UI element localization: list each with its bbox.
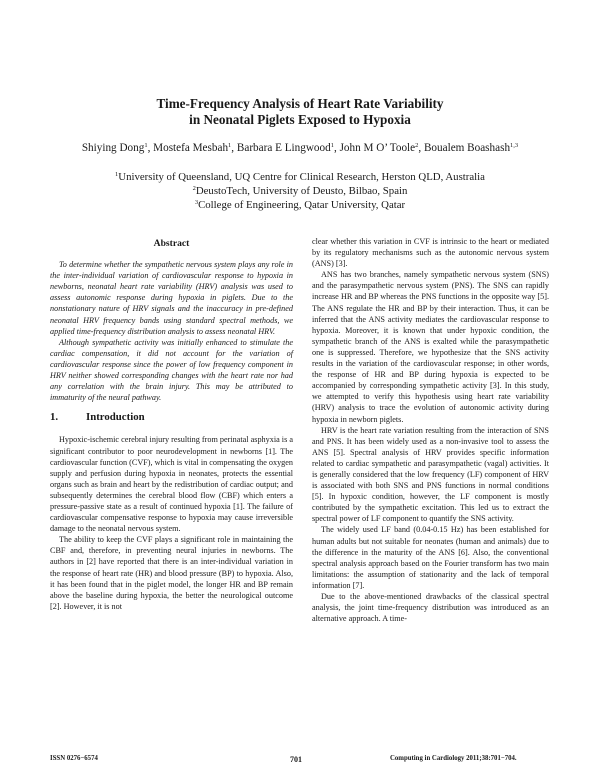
affiliation-list [0,170,600,212]
right-column [312,236,549,624]
footer-journal: Computing in Cardiology 2011;38:701−704. [390,755,517,762]
author-list: Shiying Dong$^1$, Mostefa Mesbah$^1$, Barbara E Lingwood$^1$, John M O’ Toole$^2$, Boualem Boashash$^{1,3}$ [81,142,519,154]
author: Barbara E Lingwood$^1$ [236,142,334,154]
footer-issn: ISSN 0276−6574 [50,755,98,762]
section-heading [50,412,293,423]
title-line-2: in Neonatal Piglets Exposed to Hypoxia [189,112,411,127]
paper-title [0,96,600,128]
title-line-1: Time-Frequency Analysis of Heart Rate Variability [156,96,444,111]
body-paragraph: HRV is the heart rate variation resulting from the interaction of SNS and PNS. It has been widely used as a non-invasive tool to assess the ANS [5]. Spectral analysis of HRV provides specific information related to cardiac sympathetic and parasympathetic (vagal) activities. It is generally considered that the low frequency (LF) component of HRV is associated with both SNS and PNS functions in normal conditions [5]. In hypoxic condition, however, the LF component is mostly contributed by the sympathetic excitation. This led us to extract the spectral power of LF component to quantify the SNS activity. [312,425,549,524]
body-paragraph: Due to the above-mentioned drawbacks of the classical spectral analysis, the joint time-frequency distribution was introduced as an alternative approach. A time- [312,592,549,624]
abstract-paragraph: To determine whether the sympathetic nervous system plays any role in the inter-individual variation of cardiovascular response to hypoxia in newborns, neonatal heart rate variability (HRV) analysis was used to assess autonomic response during hypoxia in piglets. Due to the nonstationary nature of HRV signals and the inaccuracy in pre-defined neonatal HRV frequency bands using standard spectral methods, we applied time-frequency distribution analysis to assess neonatal HRV. [50,260,293,336]
affiliation: $^1$University of Queensland, UQ Centre for Clinical Research, Herston QLD, Australia [115,171,485,183]
body-paragraph: clear whether this variation in CVF is intrinsic to the heart or mediated by its regulatory mechanisms such as the autonomic nervous system (ANS) [3]. [312,237,549,269]
author: Shiying Dong$^1$ [81,142,148,154]
body-paragraph: Hypoxic-ischemic cerebral injury resulting from perinatal asphyxia is a significant contributor to poor neurodevelopment in newborns [1]. The cardiovascular function (CVF), which is vital in compensating the oxygen supply and perfusion during hypoxia in neonates, protects the essential organs such as brain and heart by the redistribution of cardiac output; and subsequently determines the cerebral blood flow (CBF) which enters a pressure-passive state as a result of continued hypoxia [1]. The failure of cardiovascular compensative response to hypoxia may cause irreversible damage to the neonatal nervous system. [50,435,293,534]
footer-page-number: 701 [290,755,302,764]
body-paragraph: The widely used LF band (0.04-0.15 Hz) has been established for human adults but not suitable for neonates (human and animals) due to the difference in the maturity of the ANS [6]. Also, the conventional spectral analysis approach based on the Fourier transform has two main limitations: the assumption of stationarity and the lack of temporal information [7]. [312,525,549,590]
abstract-heading: Abstract [153,238,190,249]
section-title: Introduction [86,411,145,424]
author: John M O’ Toole$^2$ [339,142,419,154]
abstract-paragraph: Although sympathetic activity was initially enhanced to stimulate the cardiac compensation, it did not account for the variation of cardiovascular response since the power of low frequency component in HRV neither showed corresponding changes with the heart rate nor had any correlation with the brain injury. This may be attributed to immaturity of the neural pathway. [50,337,293,403]
section-number: 1. [50,411,59,424]
left-column [50,238,293,612]
body-paragraph: ANS has two branches, namely sympathetic nervous system (SNS) and the parasympathetic nervous system (PNS). The SNS can rapidly increase HR and BP whereas the PNS functions in the opposite way [5]. The ANS regulate the HR and BP by their interaction. Thus, it can be inferred that the ANS activity mediates the cardiovascular response to hypoxia. Moreover, it is known that under hypoxic condition, the sympathetic branch of the ANS is exalted while the parasympathetic one is suppressed. Therefore, we hypothesize that the SNS activity results in the variation of the cardiovascular response; in other words, the response of HR and BP during hypoxia is expected to be accompanied by corresponding sympathetic activity [3]. In this study, we attempted to verify this hypothesis using heart rate variability (HRV) analysis to trace the evolution of autonomic activity during hypoxia in newborn piglets. [312,270,549,424]
author: Mostefa Mesbah$^1$ [153,142,232,154]
author: Boualem Boashash$^{1,3}$ [423,142,519,154]
body-paragraph: The ability to keep the CVF plays a significant role in maintaining the CBF and, therefore, in preventing neural injuries in newborns. The authors in [2] have reported that there is an inter-individual variation in the response of heart rate (HR) and blood pressure (BP) to hypoxia. Also, it has been found that in the piglet model, the longer HR and BP remain above the baseline during hypoxia, the better the neurological outcome [2]. However, it is not [50,535,293,611]
affiliation: $^2$DeustoTech, University of Deusto, Bilbao, Spain [192,185,408,197]
affiliation: $^3$College of Engineering, Qatar University, Qatar [194,199,406,211]
